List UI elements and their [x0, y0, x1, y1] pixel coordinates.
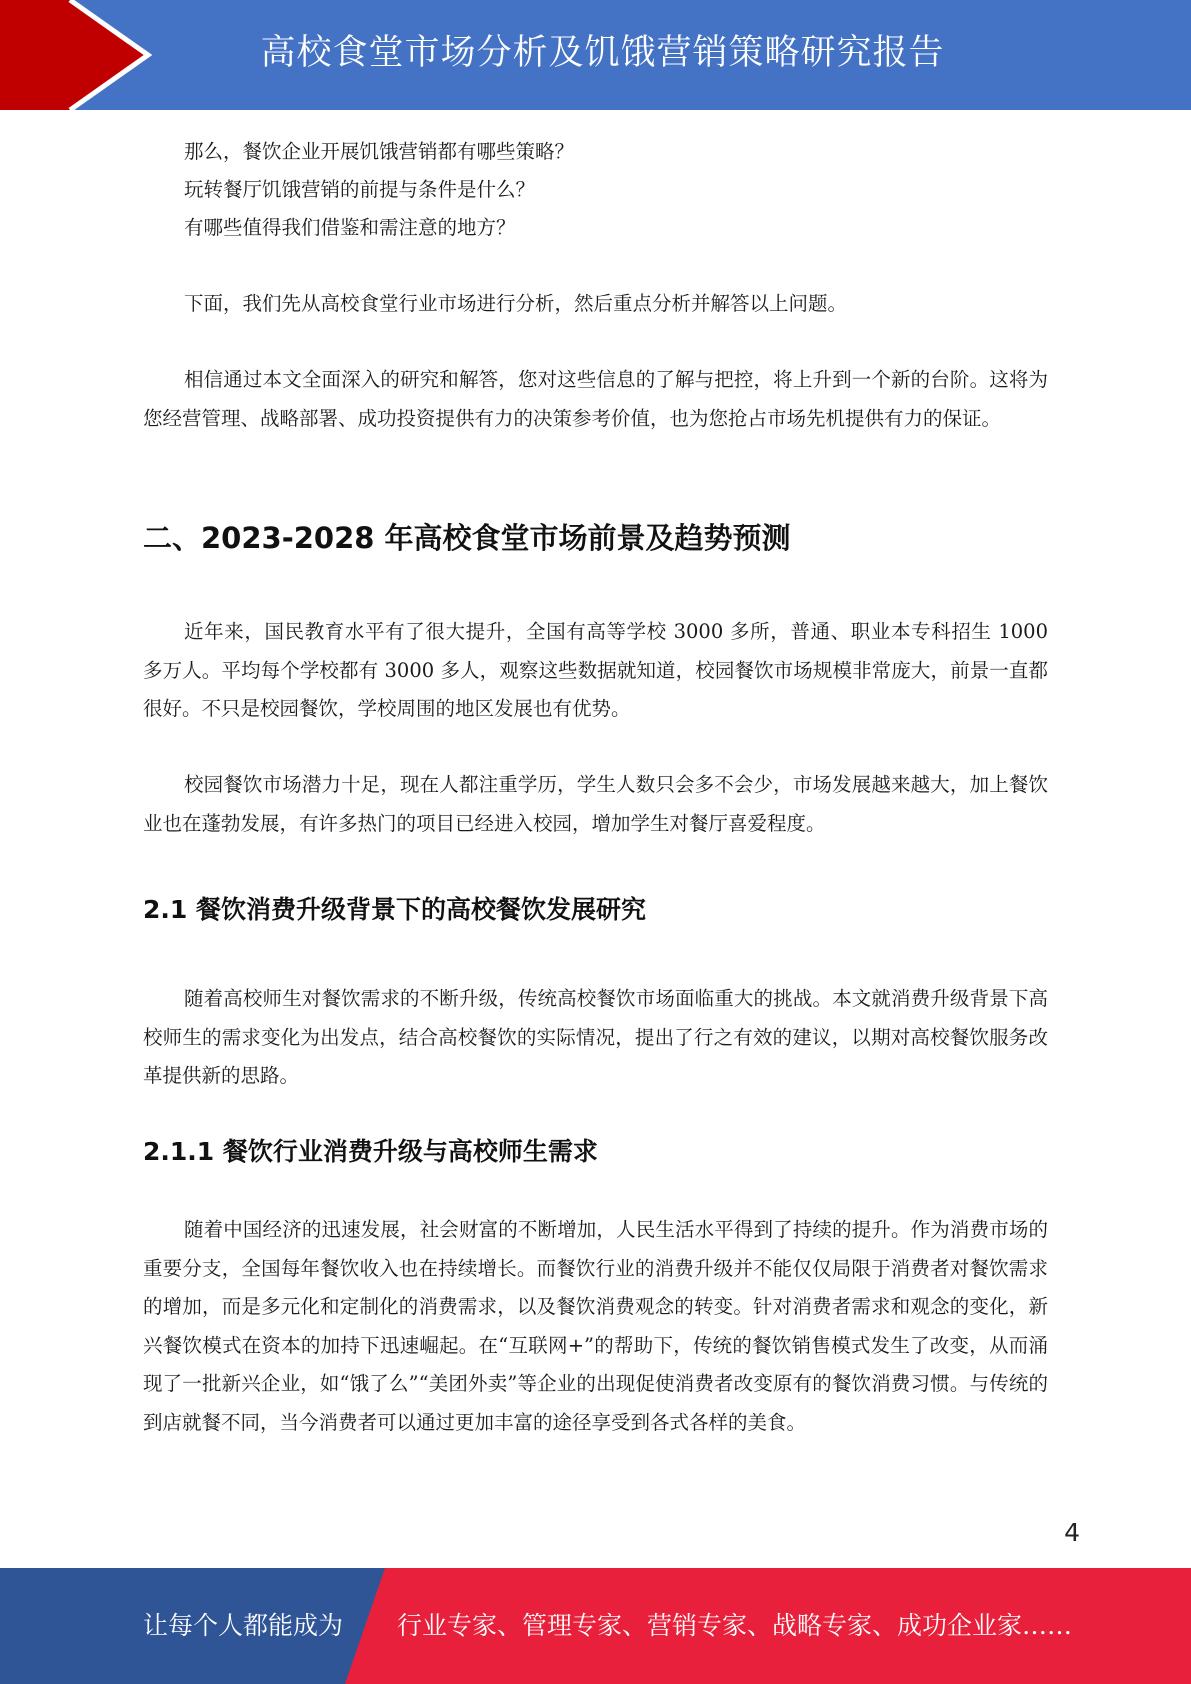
section-heading-2-1-1: 2.1.1 餐饮行业消费升级与高校师生需求: [143, 1137, 598, 1166]
footer-slogan-right: 行业专家、管理专家、营销专家、战略专家、成功企业家……: [397, 1611, 1073, 1640]
economy-paragraph: 随着中国经济的迅速发展，社会财富的不断增加，人民生活水平得到了持续的提升。作为消费市场的重要分支，全国每年餐饮收入也在持续增长。而餐饮行业的消费升级并不能仅仅局限于消费者对餐饮需求的增加，而是多元化和定制化的消费需求，以及餐饮消费观念的转变。针对消费者需求和观念的变化，新兴餐饮模式在资本的加持下迅速崛起。在“互联网+”的帮助下，传统的餐饮销售模式发生了改变，从而涌现了一批新兴企业，如“饿了么”“美团外卖”等企业的出现促使消费者改变原有的餐饮消费习惯。与传统的到店就餐不同，当今消费者可以通过更加丰富的途径享受到各式各样的美食。: [143, 1218, 1048, 1434]
page-number: 4: [1064, 1518, 1080, 1547]
footer-slogan-left: 让每个人都能成为: [143, 1611, 344, 1640]
upgrade-intro-paragraph: 随着高校师生对餐饮需求的不断升级，传统高校餐饮市场面临重大的挑战。本文就消费升级背景下高校师生的需求变化为出发点，结合高校餐饮的实际情况，提出了行之有效的建议，以期对高校餐饮服务改革提供新的思路。: [143, 987, 1048, 1087]
intro-paragraph: 下面，我们先从高校食堂行业市场进行分析，然后重点分析并解答以上问题。: [184, 292, 848, 315]
section-heading-2-1: 2.1 餐饮消费升级背景下的高校餐饮发展研究: [143, 895, 646, 924]
question-2: 玩转餐厅饥饿营销的前提与条件是什么？: [184, 178, 536, 201]
question-3: 有哪些值得我们借鉴和需注意的地方？: [184, 216, 516, 239]
question-1: 那么，餐饮企业开展饥饿营销都有哪些策略？: [184, 140, 575, 163]
belief-paragraph: 相信通过本文全面深入的研究和解答，您对这些信息的了解与把控，将上升到一个新的台阶。这将为您经营管理、战略部署、成功投资提供有力的决策参考价值，也为您抢占市场先机提供有力的保证。: [143, 368, 1048, 430]
recent-years-paragraph: 近年来，国民教育水平有了很大提升，全国有高等学校 3000 多所，普通、职业本专科招生 1000 多万人。平均每个学校都有 3000 多人，观察这些数据就知道，校园餐饮市场规模非常庞大，前景一直都很好。不只是校园餐饮，学校周围的地区发展也有优势。: [143, 620, 1048, 720]
report-title: 高校食堂市场分析及饥饿营销策略研究报告: [260, 33, 945, 73]
section-heading-2: 二、2023-2028 年高校食堂市场前景及趋势预测: [143, 521, 791, 555]
potential-paragraph: 校园餐饮市场潜力十足，现在人都注重学历，学生人数只会多不会少，市场发展越来越大，加上餐饮业也在蓬勃发展，有许多热门的项目已经进入校园，增加学生对餐厅喜爱程度。: [143, 773, 1048, 835]
page-footer: [0, 1568, 1191, 1684]
page-header: [0, 0, 1191, 110]
